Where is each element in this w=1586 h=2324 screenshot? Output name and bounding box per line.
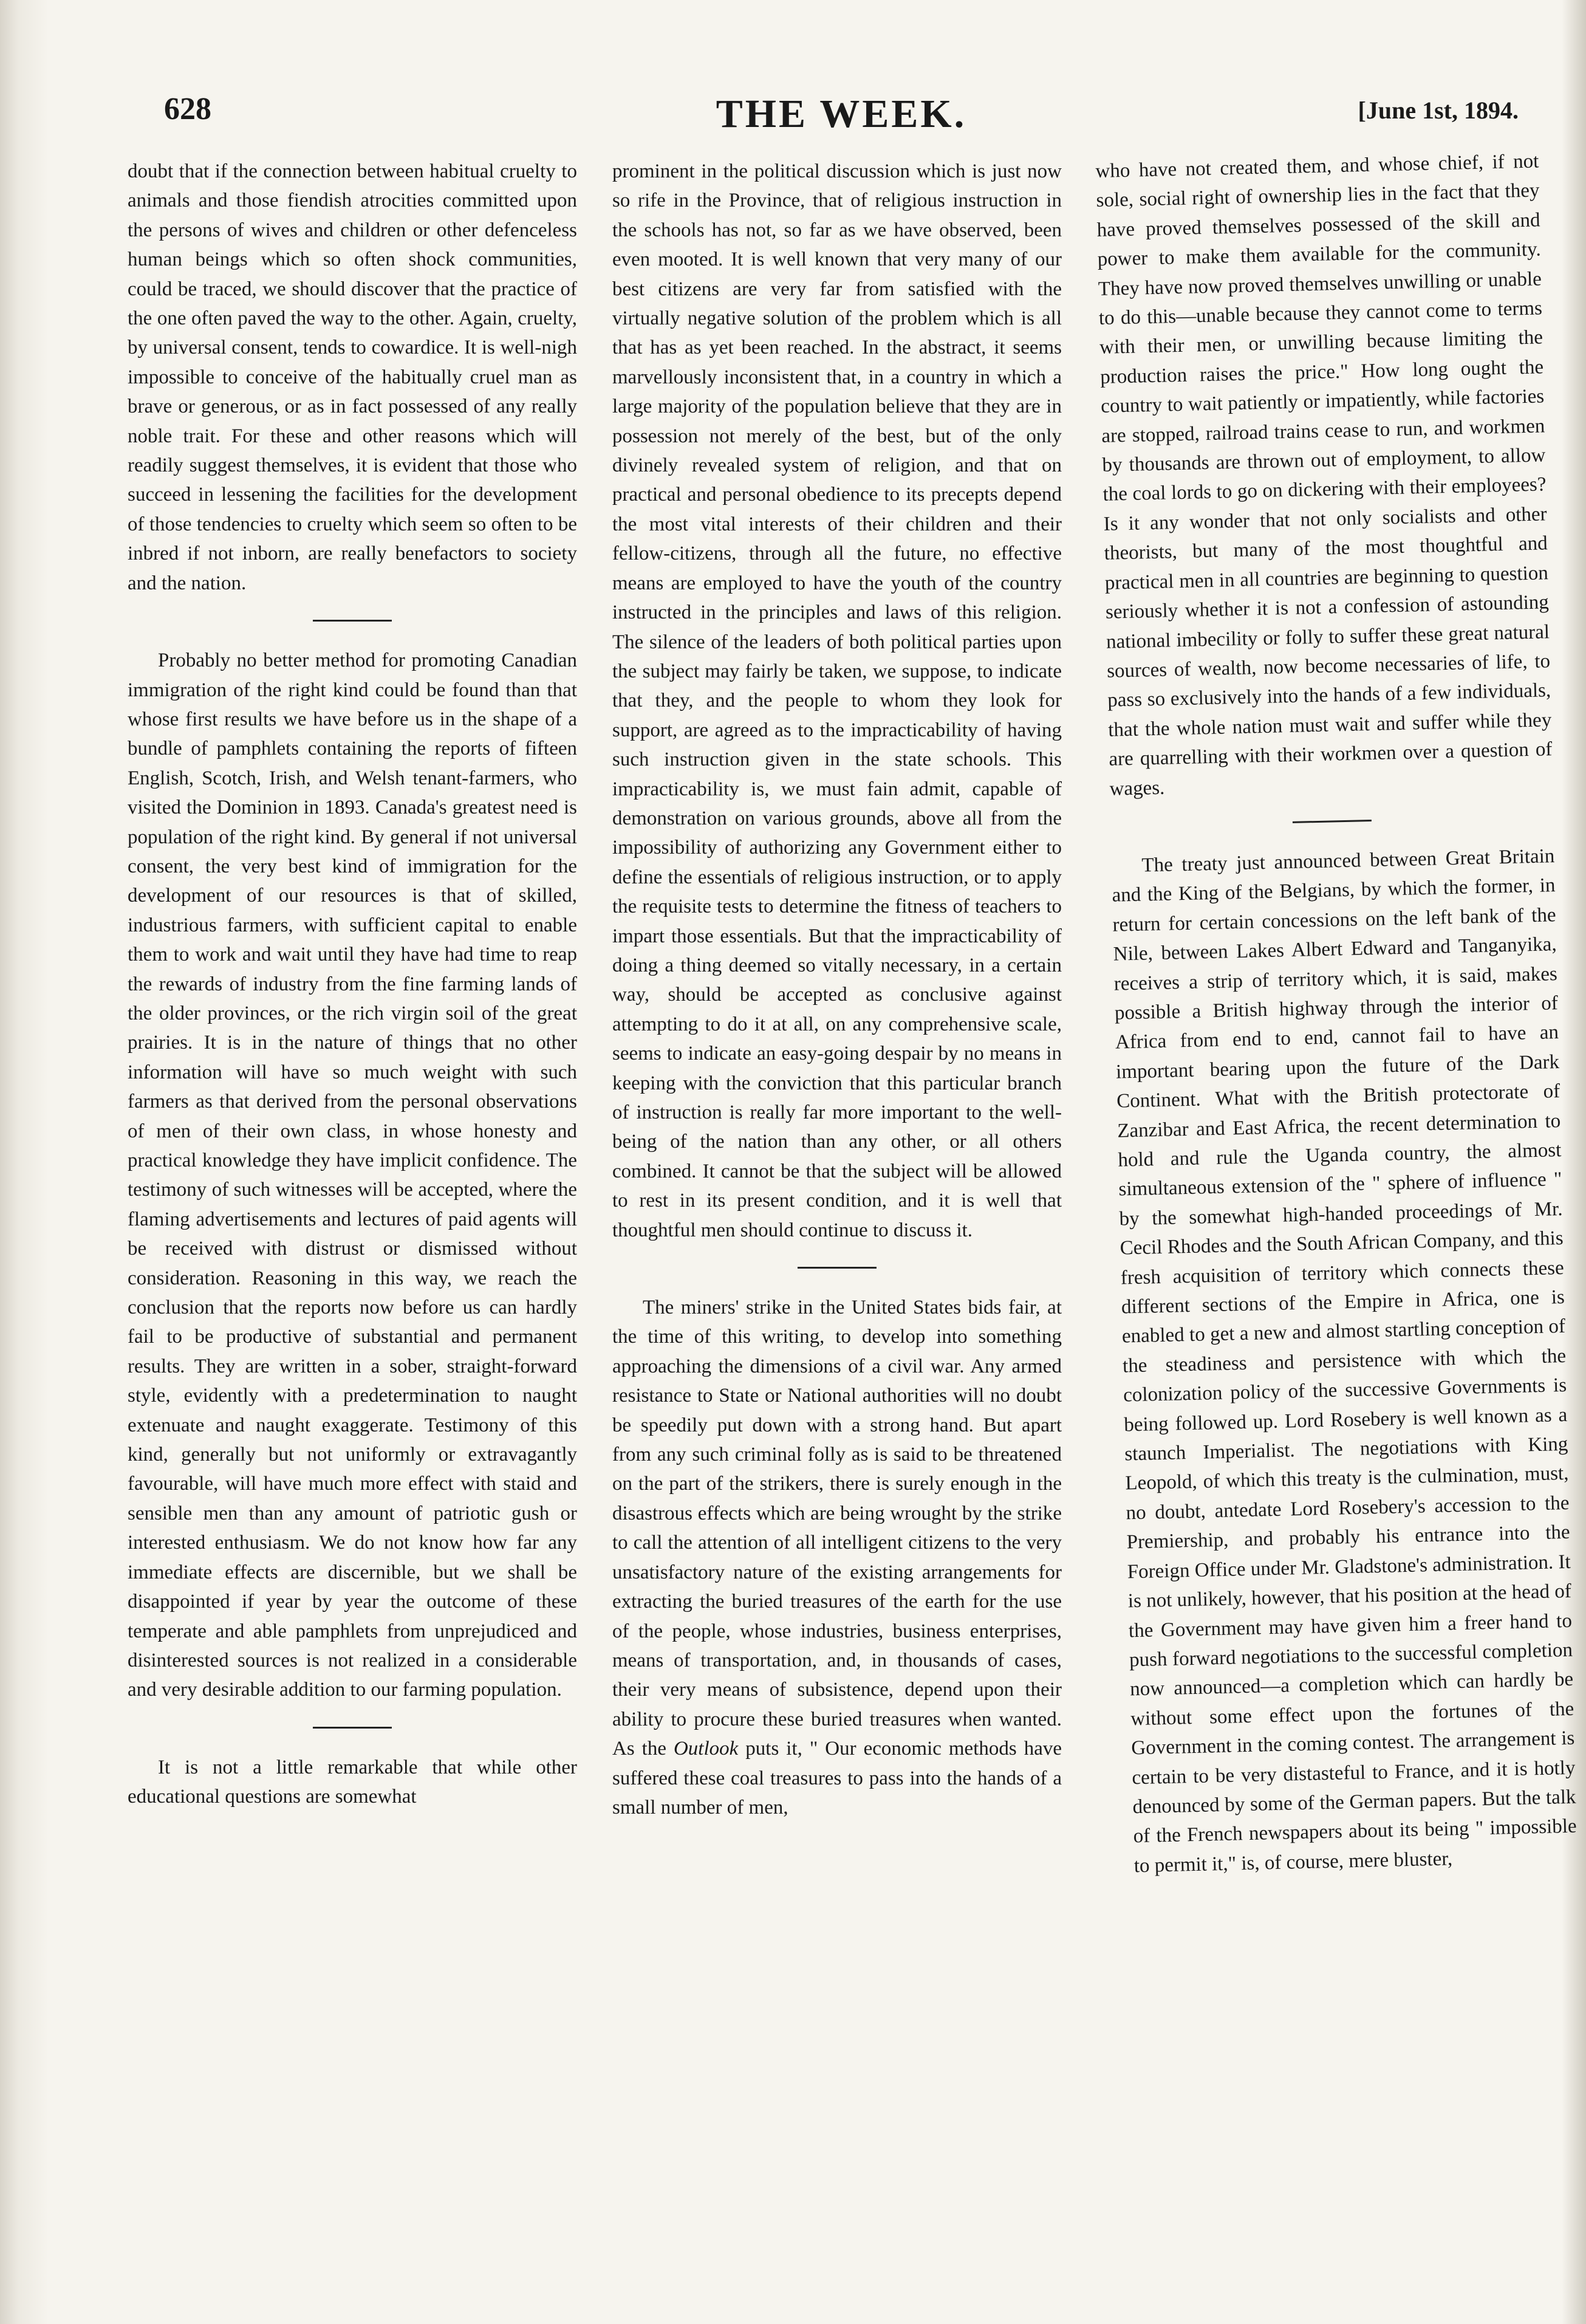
page-binding-shadow [0,0,49,2324]
miners-strike-text: The miners' strike in the United States bids fair, at the time of this writing, to develop into something approaching the dimensions of a civil war. Any armed resistance to State or National authorities will no doubt be speedily put down with a strong hand. But apart from any such criminal folly as is said to be threatened on the part of the strikers, there is surely enough in the disastrous effects which are being wrought by the strike to call the attention of all intelligent citizens to the very unsatisfactory nature of the existing arrangements for extracting the buried treasures of the earth for the use of the people, whose industries, business enterprises, means of transportation, and, in thousands of cases, their very means of subsistence, depend upon their ability to procure these buried treasures when wanted. As the [612,1297,1062,1760]
section-divider [798,1267,877,1269]
column-2 [612,157,1062,1822]
page-header [164,91,1519,146]
section-divider [313,620,392,622]
paragraph-cruelty-to-animals: doubt that if the connection between habitual cruelty to animals and those fiendish atrocities committed upon the persons of wives and children or other defenceless human beings which so often shock communities, could be traced, we should discover that the practice of the one often paved the way to the other. Again, cruelty, by universal consent, tends to cowardice. It is well-nigh impossible to conceive of the habitually cruel man as brave or generous, or as in fact possessed of any really noble trait. For these and other reasons which will readily suggest themselves, it is evident that those who succeed in lessening the facilities for the development of those tendencies to cruelty which seem so often to be inbred if not inborn, are really benefactors to society and the nation. [128,160,577,594]
section-divider [313,1727,392,1729]
issue-date: [June 1st, 1894. [1358,97,1519,124]
page-edge-shadow [1562,0,1586,2324]
column-1 [128,157,577,1812]
paragraph-miners-strike [612,1293,1062,1822]
masthead-title: THE WEEK. [716,92,967,136]
column-3 [1095,146,1577,1880]
section-divider [1293,820,1372,823]
paragraph-coal-owners: who have not created them, and whose chief, if not sole, social right of ownership lies in the fact that they have proved themselves possessed of the skill and power to make them available for the community. They have now proved themselves unwilling or unable to do this—unable because they cannot come to terms with their men, or unwilling because limiting the production raises the price." How long ought the country to wait patiently or impatiently, while factories are stopped, railroad trains cease to run, and workmen by thousands are thrown out of employment, to allow the coal lords to go on dickering with their employees? Is it any wonder that not only socialists and other theorists, but many of the most thoughtful and practical men in all countries are beginning to question seriously whether it is not a confession of astounding national imbecility or folly to suffer these great natural sources of wealth, now become necessaries of life, to pass so exclusively into the hands of a few individuals, that the whole nation must wait and suffer while they are quarrelling with their workmen over a question of wages. [1095,150,1553,800]
miners-strike-text-cont: puts it, " Our economic methods have suffered these coal treasures to pass into the hands of a small number of men, [612,1738,1062,1818]
paragraph-educational-questions: It is not a little remarkable that while other educational questions are somewhat [128,1756,577,1808]
outlook-title: Outlook [673,1738,739,1760]
paragraph-religious-instruction: prominent in the political discussion which is just now so rife in the Province, that of religious instruction in the schools has not, so far as we have observed, been even mooted. It is well known that very many of our best citizens are very far from satisfied with the virtually negative solution of the problem which is all that has as yet been reached. In the abstract, it seems marvellously inconsistent that, in a country in which a large majority of the population believe that they are in possession not merely of the best, but of the only divinely revealed system of religion, and that on practical and personal obedience to its precepts depend the most vital interests of their children and their fellow-citizens, through all the future, no effective means are employed to have the youth of the country instructed in the principles and laws of this religion. The silence of the leaders of both political parties upon the subject may fairly be taken, we suppose, to indicate that they, and the people to whom they look for support, are agreed as to the impracticability of having such instruction given in the state schools. This impracticability is, we must fain admit, capable of demonstration on various grounds, above all from the impossibility of authorizing any Government either to define the essentials of religious instruction, or to apply the requisite tests to determine the fitness of teachers to impart those essentials. But that the impracticability of doing a thing deemed so vitally necessary, in a certain way, should be accepted as conclusive against attempting to do it at all, on any comprehensive scale, seems to indicate an easy-going despair by no means in keeping with the conviction that this particular branch of instruction is really far more important to the well-being of the nation than any other, or all others combined. It cannot be that the subject will be allowed to rest in its present condition, and it is well that thoughtful men should continue to discuss it. [612,160,1062,1241]
paragraph-belgian-treaty: The treaty just announced between Great Britain and the King of the Belgians, by which the former, in return for certain concessions on the left bank of the Nile, between Lakes Albert Edward and Tanganyika, receives a strip of territory which, it is said, makes possible a British highway through the interior of Africa from end to end, cannot fail to have an important bearing upon the future of the Dark Continent. What with the British protectorate of Zanzibar and East Africa, the recent determination to hold and rule the Uganda country, the almost simultaneous extension of the " sphere of influence " by the somewhat high-handed proceedings of Mr. Cecil Rhodes and the South African Company, and this fresh acquisition of territory which connects these different sections of the Empire in Africa, one is enabled to get a new and almost startling conception of the steadiness and persistence with which the colonization policy of the successive Governments is being followed up. Lord Rosebery is well known as a staunch Imperialist. The negotiations with King Leopold, of which this treaty is the culmination, must, no doubt, antedate Lord Rosebery's accession to the Premiership, and probably his entrance into the Foreign Office under Mr. Gladstone's administration. It is not unlikely, however, that his position at the head of the Government may have given him a freer hand to push forward negotiations to the successful completion now announced—a completion which can hardly be without some effect upon the fortunes of the Government in the coming contest. The arrangement is certain to be very distasteful to France, and it is hotly denounced by some of the German papers. But the talk of the French newspapers about its being " impossible to permit it," is, of course, mere bluster, [1112,845,1577,1877]
page-number: 628 [164,92,211,126]
paragraph-immigration: Probably no better method for promoting Canadian immigration of the right kind could be found than that whose first results we have before us in the shape of a bundle of pamphlets containing the reports of fifteen English, Scotch, Irish, and Welsh tenant-farmers, who visited the Dominion in 1893. Canada's greatest need is population of the right kind. By general if not universal consent, the very best kind of immigration for the development of our resources is that of skilled, industrious farmers, with sufficient capital to enable them to work and wait until they have had time to reap the rewards of industry from the fine farming lands of the older provinces, or the rich virgin soil of the great prairies. It is in the nature of things that no other information will have so much weight with such farmers as that derived from the personal observations of men of their own class, in whose honesty and practical knowledge they have implicit confidence. The testimony of such witnesses will be accepted, where the flaming advertisements and lectures of paid agents will be received with distrust or dismissed without consideration. Reasoning in this way, we reach the conclusion that the reports now before us can hardly fail to be productive of substantial and permanent results. They are written in a sober, straight-forward style, evidently with a predetermination to naught extenuate and naught exaggerate. Testimony of this kind, generally but not uniformly or extravagantly favourable, will have much more effect with staid and sensible men than any amount of patriotic gush or interested enthusiasm. We do not know how far any immediate effects are discernible, but we shall be disappointed if year by year the outcome of these temperate and able pamphlets from unprejudiced and disinterested sources is not realized in a considerable and very desirable addition to our farming population. [128,650,577,1701]
